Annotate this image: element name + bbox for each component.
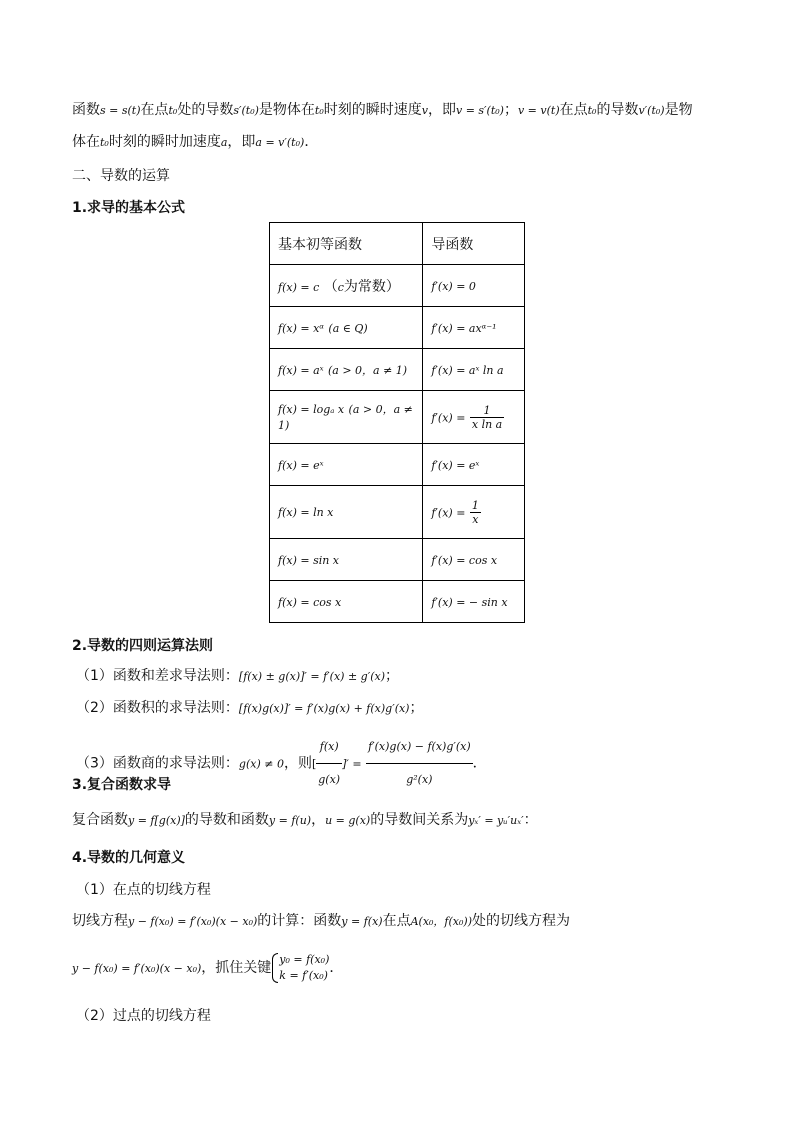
table-cell (270, 391, 423, 444)
text: ； (385, 668, 399, 684)
math: g(x) ≠ 0 (238, 757, 284, 771)
subsection-title-3: 3.复合函数求导 (72, 777, 172, 793)
table-cell (423, 444, 525, 486)
text: 复合函数 (72, 812, 128, 828)
text: 时刻的瞬时速度 (323, 102, 422, 118)
geo-subtitle-1: （1）在点的切线方程 (76, 882, 211, 898)
equation: y₀ = f(x₀) (279, 953, 330, 966)
math: f′(x) = (431, 506, 466, 519)
math: f′(x) = (431, 411, 466, 424)
denominator: g(x) (318, 773, 341, 786)
math: (a ∈ Q) (328, 321, 368, 335)
equation-system (271, 952, 329, 984)
table-cell (423, 307, 525, 349)
math: [f(x)g(x)]′ = f′(x)g(x) + f(x)g′(x) (238, 702, 410, 715)
math: f(x) = cos x (278, 595, 342, 609)
table-header-row (270, 223, 525, 265)
table-cell (423, 539, 525, 581)
math: t₀ (314, 104, 324, 117)
text: ； (503, 102, 518, 118)
math: t₀ (168, 104, 178, 117)
math: t₀ (100, 136, 109, 149)
math: [f(x) ± g(x)]′ = f′(x) ± g′(x) (238, 670, 385, 683)
table-header: 导函数 (423, 223, 525, 265)
math: f(x) = xᵅ (278, 321, 324, 335)
tangent-line-2 (72, 948, 343, 989)
math: f′(x) = cos x (431, 553, 498, 567)
table-cell (423, 391, 525, 444)
text: 的导数间关系为 (370, 812, 469, 828)
math: f′(x) = − sin x (431, 595, 508, 609)
table-row (270, 581, 525, 623)
math: yₓ′ = yᵤ′uₓ′ (468, 814, 524, 827)
section-title: 二、导数的运算 (72, 168, 170, 184)
math: y = f[g(x)] (128, 814, 185, 827)
text: （2）函数积的求导法则： (76, 700, 239, 716)
fraction (470, 499, 481, 526)
math: (a > 0，a ≠ 1) (327, 363, 408, 377)
math: y − f(x₀) = f′(x₀)(x − x₀) (72, 962, 202, 975)
subsection-title-4: 4.导数的几何意义 (72, 850, 186, 866)
math: s = s(t) (100, 104, 141, 117)
text: ． (472, 755, 487, 772)
table-cell (270, 265, 423, 307)
text: 处的切线方程为 (472, 913, 570, 929)
math: f′(x) = 0 (431, 279, 476, 293)
numerator: f′(x)g(x) − f(x)g′(x) (366, 731, 473, 764)
table-cell (423, 265, 525, 307)
text: 时刻的瞬时加速度 (108, 134, 221, 150)
math: y = f(u) (268, 814, 312, 827)
fraction (366, 731, 473, 796)
text: ； (409, 700, 424, 716)
math: t₀ (587, 104, 597, 117)
math: c (337, 280, 344, 294)
math: f(x) = ln x (278, 506, 334, 519)
text: ，即 (227, 134, 256, 150)
table-header: 基本初等函数 (270, 223, 423, 265)
math: v = v(t) (517, 104, 560, 117)
text: ． (329, 960, 344, 976)
text: 切线方程 (72, 913, 128, 929)
denominator: x ln a (471, 417, 503, 431)
text: 是物 (664, 102, 693, 118)
text: 的导数 (596, 102, 639, 118)
math: f′(x) = eˣ (431, 458, 480, 472)
table-row (270, 486, 525, 539)
intro-line-1 (72, 100, 693, 121)
table-cell (270, 581, 423, 623)
subsection-title-1: 1.求导的基本公式 (72, 200, 186, 216)
text: ， (311, 812, 326, 828)
table-row (270, 307, 525, 349)
text: 的计算：函数 (257, 913, 342, 929)
text: 在点 (140, 102, 169, 118)
table-cell (423, 349, 525, 391)
text: 为常数） (343, 278, 400, 295)
math: y = f(x) (341, 915, 383, 928)
text: （3）函数商的求导法则： (76, 755, 239, 772)
table-cell (270, 486, 423, 539)
table-row (270, 444, 525, 486)
text: 函数 (72, 102, 100, 118)
fraction (470, 404, 504, 431)
text: 是物体在 (258, 102, 315, 118)
numerator: f(x) (316, 731, 342, 764)
text: 处的导数 (177, 102, 234, 118)
math: v (421, 104, 428, 117)
text: ． (304, 134, 319, 150)
numerator: 1 (470, 404, 504, 418)
table-cell (423, 486, 525, 539)
text: ，即 (427, 102, 456, 118)
math: u = g(x) (325, 814, 371, 827)
equation: k = f′(x₀) (279, 969, 328, 982)
numerator: 1 (471, 498, 479, 512)
math: v′(t₀) (638, 104, 665, 117)
math: v = s′(t₀) (455, 104, 504, 117)
derivative-formula-table (269, 222, 525, 623)
table-cell (270, 307, 423, 349)
text: 的导数和函数 (184, 812, 269, 828)
math: A(x₀，f(x₀)) (410, 915, 472, 928)
fraction (316, 731, 342, 796)
text: ，则 (283, 755, 312, 772)
math: f′(x) = axᵅ⁻¹ (431, 321, 497, 335)
table-row (270, 265, 525, 307)
math: f′(x) = aˣ ln a (431, 363, 504, 377)
table-row (270, 391, 525, 444)
tangent-line-1 (72, 911, 570, 932)
intro-line-2 (72, 132, 318, 153)
math: ]′ = (342, 757, 362, 771)
math: y − f(x₀) = f′(x₀)(x − x₀) (128, 915, 258, 928)
math: f(x) = logₐ x (278, 403, 345, 416)
table-row (270, 349, 525, 391)
text: （1）函数和差求导法则： (76, 668, 239, 684)
table-row (270, 539, 525, 581)
bracket: [ (311, 757, 317, 771)
text: ： (523, 812, 538, 828)
table-cell (270, 539, 423, 581)
text: ，抓住关键 (201, 960, 272, 976)
math: a (220, 136, 228, 149)
text: 在点 (382, 913, 411, 929)
math: (a > 0，a ≠ 1) (278, 403, 413, 432)
table-cell (270, 349, 423, 391)
table-cell (270, 444, 423, 486)
composite-line (72, 810, 538, 831)
geo-subtitle-2: （2）过点的切线方程 (76, 1008, 211, 1024)
math: f(x) = aˣ (278, 363, 324, 377)
math: a = v′(t₀) (255, 136, 305, 149)
math: f(x) = eˣ (278, 458, 324, 472)
denominator: x (472, 512, 479, 526)
text: （ (323, 278, 338, 295)
text: 在点 (559, 102, 588, 118)
denominator: g²(x) (406, 773, 433, 786)
subsection-title-2: 2.导数的四则运算法则 (72, 638, 214, 654)
rule-product (76, 698, 423, 719)
rule-sum (76, 666, 399, 687)
math: s′(t₀) (233, 104, 259, 117)
text: 体在 (72, 134, 100, 150)
math: f(x) = c (278, 280, 320, 294)
math: f(x) = sin x (278, 553, 340, 567)
table-cell (423, 581, 525, 623)
